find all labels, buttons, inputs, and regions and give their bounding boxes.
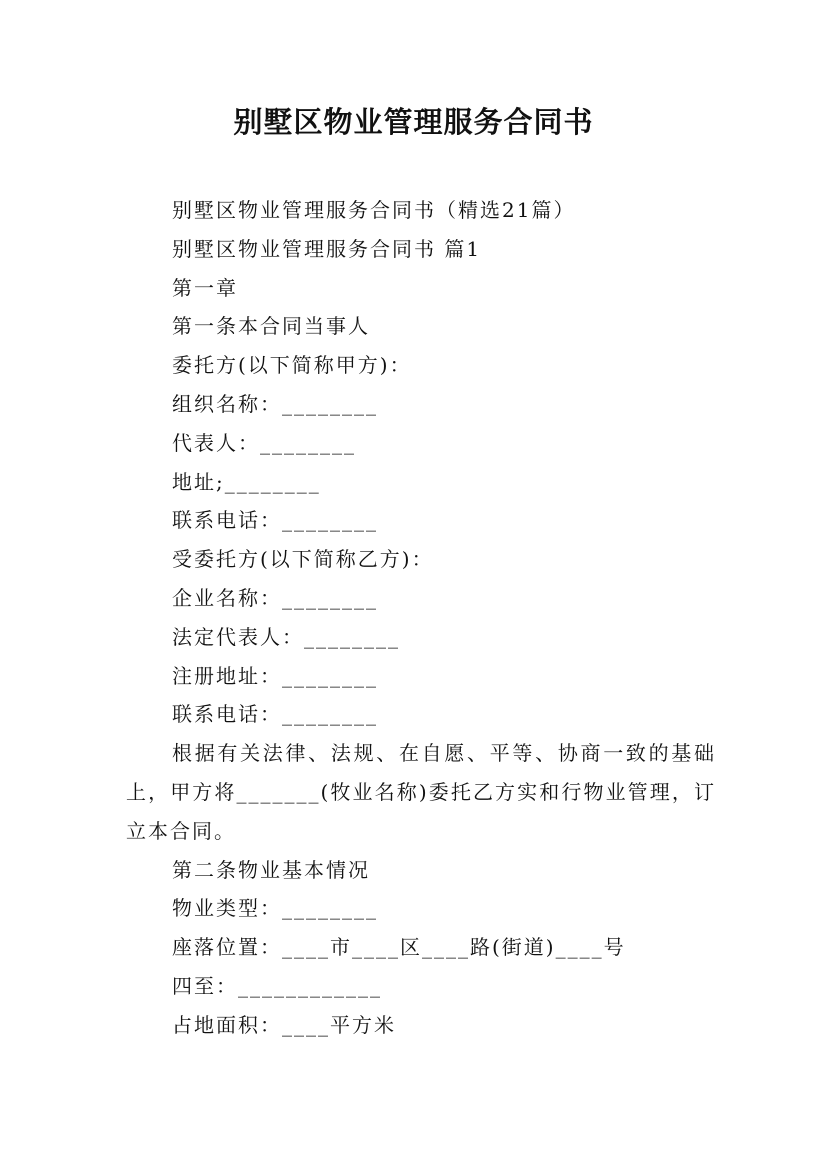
document-body <box>126 191 716 1045</box>
form-field-line: 占地面积：____平方米 <box>172 1012 396 1037</box>
form-field-line: 地址;________ <box>172 469 321 494</box>
form-field-line: 组织名称：________ <box>172 391 378 416</box>
article-heading: 第一条本合同当事人 <box>172 314 370 339</box>
form-field-line: 四至：____________ <box>172 973 382 998</box>
text-line: 受委托方(以下简称乙方)： <box>172 547 434 572</box>
form-field-line: 注册地址：________ <box>172 663 378 688</box>
chapter-heading: 第一章 <box>172 275 238 300</box>
form-field-line: 物业类型：________ <box>172 896 378 921</box>
text-line: 委托方(以下简称甲方)： <box>172 353 412 378</box>
form-field-line: 联系电话：________ <box>172 702 378 727</box>
form-field-line: 联系电话：________ <box>172 508 378 533</box>
article-heading: 第二条物业基本情况 <box>172 857 370 882</box>
document-title: 别墅区物业管理服务合同书 <box>233 105 594 139</box>
text-line: 别墅区物业管理服务合同书 篇1 <box>172 236 482 261</box>
body-paragraph: 根据有关法律、法规、在自愿、平等、协商一致的基础上，甲方将_______(牧业名称)委托乙方实和行物业管理，订立本合同。 <box>126 741 716 843</box>
form-field-line: 代表人：________ <box>172 430 356 455</box>
form-field-line: 法定代表人：________ <box>172 624 400 649</box>
form-field-line: 座落位置：____市____区____路(街道)____号 <box>172 935 626 960</box>
text-line: 别墅区物业管理服务合同书（精选21篇） <box>172 198 576 222</box>
form-field-line: 企业名称：________ <box>172 585 378 610</box>
